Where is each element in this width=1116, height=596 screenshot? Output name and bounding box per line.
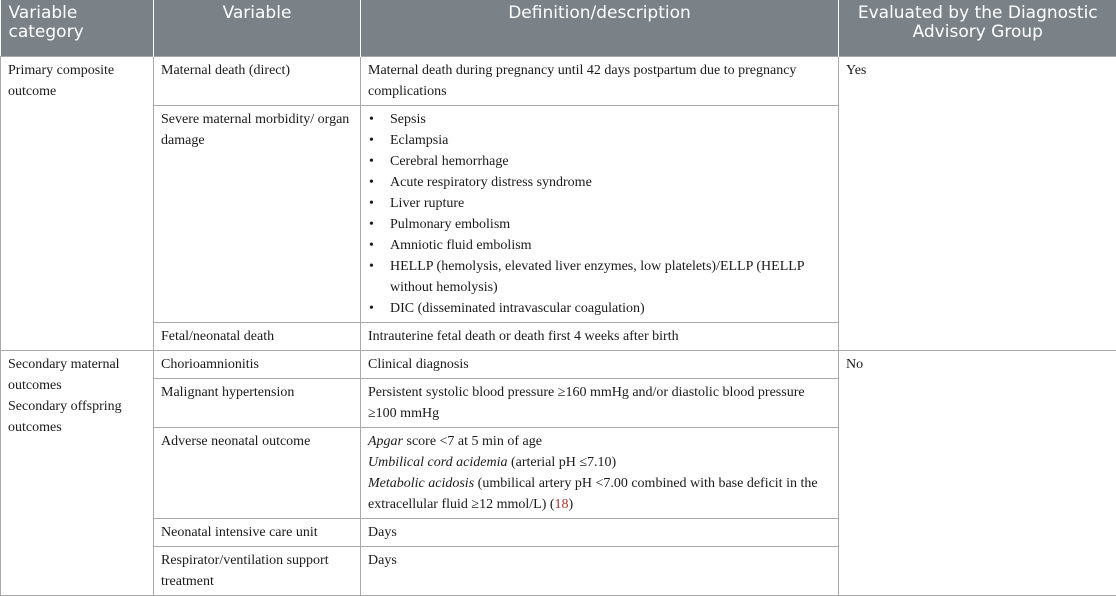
list-item: • Cerebral hemorrhage (368, 151, 831, 172)
list-item: • Pulmonary embolism (368, 214, 831, 235)
variable-cell: Malignant hypertension (154, 378, 361, 427)
header-definition: Definition/description (361, 0, 839, 56)
list-item: • HELLP (hemolysis, elevated liver enzymes, low platelets)/ELLP (HELLP without hemolysis) (368, 256, 831, 298)
variable-cell: Maternal death (direct) (154, 56, 361, 105)
apgar-term: Apgar (368, 434, 403, 449)
variable-cell: Respirator/ventilation support treatment (154, 546, 361, 595)
variable-cell: Neonatal intensive care unit (154, 518, 361, 546)
definition-cell: Intrauterine fetal death or death first 4 weeks after birth (361, 322, 839, 350)
metabolic-line (368, 473, 831, 515)
metabolic-term: Metabolic acidosis (368, 476, 474, 491)
list-item: • Eclampsia (368, 130, 831, 151)
metabolic-close: ) (569, 497, 574, 512)
morbidity-list (368, 109, 831, 319)
list-item: • Sepsis (368, 109, 831, 130)
category-secondary-outcomes (1, 350, 154, 595)
header-row (1, 0, 1116, 56)
header-variable: Variable (154, 0, 361, 56)
header-evaluated: Evaluated by the Diagnostic Advisory Group (839, 0, 1116, 56)
reference-link[interactable]: 18 (555, 497, 569, 512)
definition-cell (361, 427, 839, 518)
definition-cell: Days (361, 546, 839, 595)
list-item: • DIC (disseminated intravascular coagulation) (368, 298, 831, 319)
evaluated-cell: No (839, 350, 1116, 595)
definition-cell: Maternal death during pregnancy until 42 days postpartum due to pregnancy complications (361, 56, 839, 105)
list-item: • Liver rupture (368, 193, 831, 214)
category-primary-composite: Primary composite outcome (1, 56, 154, 350)
variable-cell: Chorioamnionitis (154, 350, 361, 378)
definition-cell: Days (361, 518, 839, 546)
variable-cell: Adverse neonatal outcome (154, 427, 361, 518)
apgar-text: score <7 at 5 min of age (403, 434, 542, 449)
table-row (1, 56, 1116, 105)
definition-cell (361, 105, 839, 322)
umbilical-text: (arterial pH ≤7.10) (507, 455, 616, 470)
list-item: • Acute respiratory distress syndrome (368, 172, 831, 193)
metabolic-text: (umbilical artery pH <7.00 combined with base deficit in the extracellular fluid ≥12 mmol/L) ( (368, 476, 818, 512)
header-variable-category: Variable category (1, 0, 154, 56)
apgar-line (368, 431, 831, 452)
variable-cell: Severe maternal morbidity/ organ damage (154, 105, 361, 322)
variable-cell: Fetal/neonatal death (154, 322, 361, 350)
evaluated-cell: Yes (839, 56, 1116, 350)
definition-cell: Persistent systolic blood pressure ≥160 mmHg and/or diastolic blood pressure ≥100 mmHg (361, 378, 839, 427)
category-line: Secondary maternal outcomes (8, 354, 146, 396)
category-line: Secondary offspring outcomes (8, 396, 146, 438)
definition-cell: Clinical diagnosis (361, 350, 839, 378)
umbilical-line (368, 452, 831, 473)
list-item: • Amniotic fluid embolism (368, 235, 831, 256)
table-row (1, 350, 1116, 378)
umbilical-term: Umbilical cord acidemia (368, 455, 507, 470)
